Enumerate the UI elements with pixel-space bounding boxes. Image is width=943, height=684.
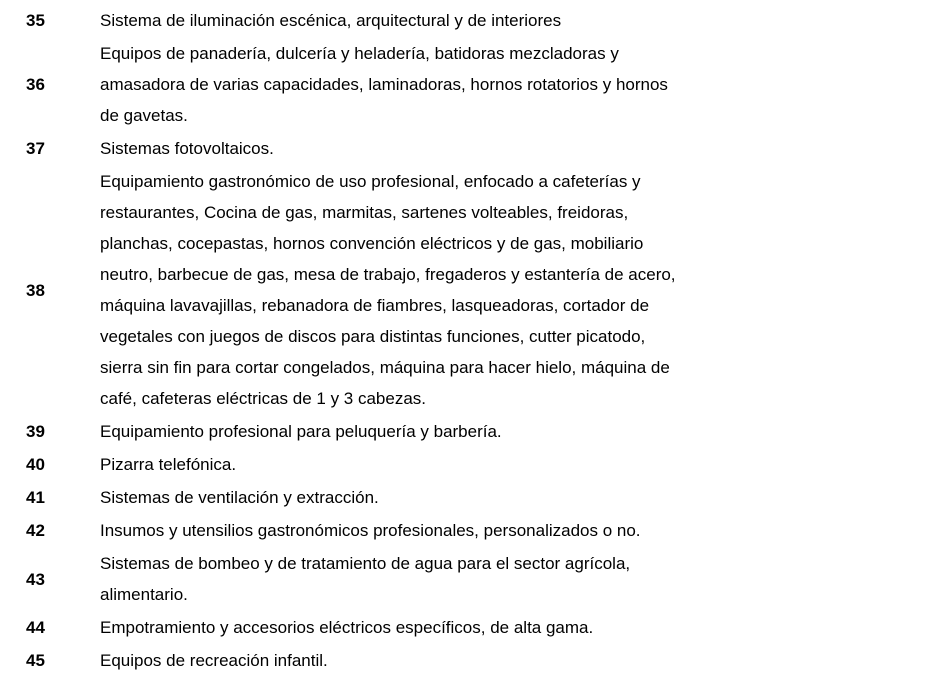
item-number: 39 <box>26 422 45 441</box>
item-text: Insumos y utensilios gastronómicos profesionales, personalizados o no. <box>100 521 641 540</box>
item-number: 38 <box>26 280 45 300</box>
list-item <box>0 133 943 164</box>
list-item <box>0 482 943 513</box>
item-text: Empotramiento y accesorios eléctricos específicos, de alta gama. <box>100 618 594 637</box>
list-item <box>0 612 943 643</box>
list-item <box>0 515 943 546</box>
item-text: Sistemas fotovoltaicos. <box>100 139 274 158</box>
list-item <box>0 449 943 480</box>
item-number: 36 <box>26 75 45 94</box>
item-number: 44 <box>26 618 45 637</box>
list-item <box>0 38 943 131</box>
item-text: Pizarra telefónica. <box>100 455 237 474</box>
item-number: 40 <box>26 455 45 474</box>
item-text: Sistema de iluminación escénica, arquitectural y de interiores <box>100 11 562 30</box>
list-item <box>0 645 943 676</box>
list-item <box>0 416 943 447</box>
item-text: Equipamiento profesional para peluquería y barbería. <box>100 422 502 441</box>
item-number: 41 <box>26 488 45 507</box>
numbered-list <box>0 5 943 678</box>
item-number: 42 <box>26 521 45 540</box>
item-text: Equipos de panadería, dulcería y heladería, batidoras mezcladoras y amasadora de varias capacidades, laminadoras, hornos rotatorios y hornos de gavetas. <box>100 44 668 125</box>
item-number: 35 <box>26 11 45 30</box>
list-item <box>0 5 943 36</box>
item-number: 43 <box>26 569 45 589</box>
list-item <box>0 166 943 414</box>
item-text: Sistemas de ventilación y extracción. <box>100 488 379 507</box>
item-text: Equipamiento gastronómico de uso profesional, enfocado a cafeterías y restaurantes, Cocina de gas, marmitas, sartenes volteables, freidoras, planchas, cocepastas, hornos convención eléctricos y de gas, mobiliario neutro, barbecue de gas, mesa de trabajo, fregaderos y estantería de acero, máquina lavavajillas, rebanadora de fiambres, lasqueadoras, cortador de vegetales con juegos de discos para distintas funciones, cutter picatodo, sierra sin fin para cortar congelados, máquina para hacer hielo, máquina de café, cafeteras eléctricas de 1 y 3 cabezas. <box>100 172 676 408</box>
item-text: Equipos de recreación infantil. <box>100 651 328 670</box>
item-number: 45 <box>26 651 45 670</box>
list-item <box>0 548 943 610</box>
item-number: 37 <box>26 139 45 158</box>
item-text: Sistemas de bombeo y de tratamiento de agua para el sector agrícola, alimentario. <box>100 554 631 604</box>
